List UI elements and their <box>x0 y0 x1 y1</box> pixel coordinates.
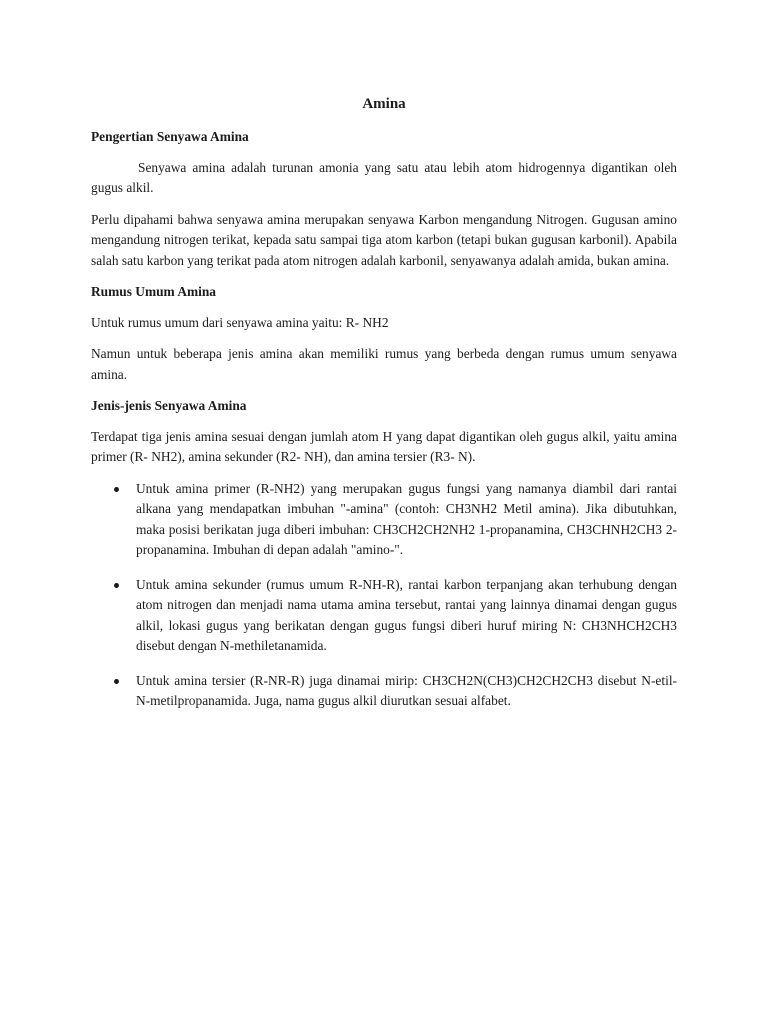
section-heading-pengertian: Pengertian Senyawa Amina <box>91 129 249 144</box>
bullet-icon <box>114 583 119 588</box>
paragraph-formula-note: Namun untuk beberapa jenis amina akan memiliki rumus yang berbeda dengan rumus umum senyawa amina. <box>91 346 677 382</box>
list-item-text: Untuk amina sekunder (rumus umum R-NH-R), rantai karbon terpanjang akan terhubung dengan atom nitrogen dan menjadi nama utama amina tersebut, rantai yang lainnya dinamai dengan gugus alkil, lokasi gugus yang berikatan dengan gugus fungsi diberi huruf miring N: CH3NHCH2CH3 disebut dengan N-methiletanamida. <box>136 576 677 653</box>
paragraph-definition: Senyawa amina adalah turunan amonia yang satu atau lebih atom hidrogennya digantikan oleh gugus alkil. <box>91 159 677 195</box>
amine-types-list <box>91 479 677 712</box>
bullet-icon <box>114 679 119 684</box>
paragraph-types-intro: Terdapat tiga jenis amina sesuai dengan jumlah atom H yang dapat digantikan oleh gugus alkil, yaitu amina primer (R- NH2), amina sekunder (R2- NH), dan amina tersier (R3- N). <box>91 428 677 464</box>
list-item-tertiary-amine <box>91 671 677 712</box>
paragraph-explanation: Perlu dipahami bahwa senyawa amina merupakan senyawa Karbon mengandung Nitrogen. Gugusan amino mengandung nitrogen terikat, kepada satu sampai tiga atom karbon (tetapi bukan gugusan karbonil). Apabila salah satu karbon yang terikat pada atom nitrogen adalah karbonil, senyawanya adalah amida, bukan amina. <box>91 211 677 268</box>
list-item-text: Untuk amina tersier (R-NR-R) juga dinamai mirip: CH3CH2N(CH3)CH2CH2CH3 disebut N-etil-N-metilpropanamida. Juga, nama gugus alkil diurutkan sesuai alfabet. <box>136 672 677 708</box>
bullet-icon <box>114 487 119 492</box>
document-title: Amina <box>362 96 406 112</box>
list-item-text: Untuk amina primer (R-NH2) yang merupakan gugus fungsi yang namanya diambil dari rantai alkana yang mendapatkan imbuhan "-amina" (contoh: CH3NH2 Metil amina). Jika dibutuhkan, maka posisi berikatan juga diberi imbuhan: CH3CH2CH2NH2 1-propanamina, CH3CHNH2CH3 2-propanamina. Imbuhan di depan adalah "amino-". <box>136 480 677 557</box>
paragraph-general-formula: Untuk rumus umum dari senyawa amina yaitu: R- NH2 <box>91 314 389 330</box>
section-heading-rumus-umum: Rumus Umum Amina <box>91 284 217 299</box>
list-item-primary-amine <box>91 479 677 561</box>
document-page <box>91 93 677 726</box>
list-item-secondary-amine <box>91 575 677 657</box>
section-heading-jenis-jenis: Jenis-jenis Senyawa Amina <box>91 398 247 413</box>
